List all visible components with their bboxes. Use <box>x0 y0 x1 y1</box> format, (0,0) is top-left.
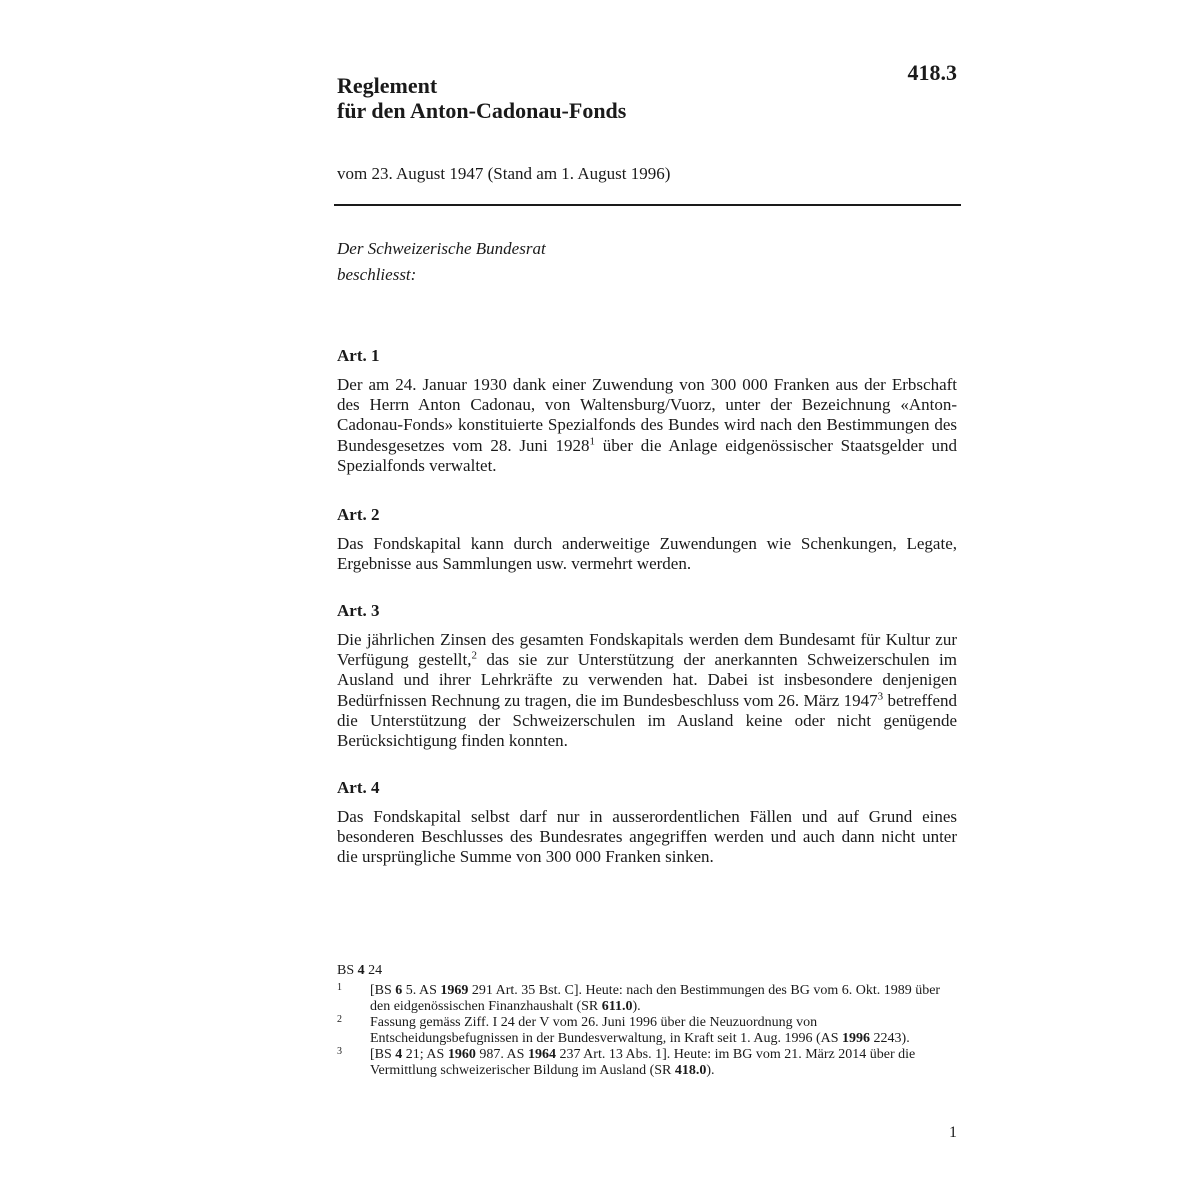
footnote-text: Fassung gemäss Ziff. I 24 der V vom 26. Juni 1996 über die Neuzuordnung von Entscheidungsbefugnissen in der Bundesverwaltung, in Kraft seit 1. Aug. 1996 (AS <box>370 1015 843 1046</box>
page-number: 1 <box>949 1124 957 1141</box>
source-text: BS <box>337 963 358 978</box>
footnote-1 <box>337 983 957 1015</box>
article-4 <box>337 778 957 868</box>
header-divider <box>334 204 961 206</box>
footnote-reference[interactable]: 1 <box>589 434 596 447</box>
article-title: Art. 3 <box>337 601 380 620</box>
footnote-2 <box>337 1015 957 1047</box>
footnote-text: 5. AS <box>402 983 441 998</box>
article-title: Art. 2 <box>337 505 380 524</box>
sr-number: 418.3 <box>907 60 957 85</box>
article-1 <box>337 346 957 476</box>
source-text: 24 <box>364 963 383 978</box>
footnote-reference[interactable]: 2 <box>471 649 477 662</box>
footnote-bold: 1996 <box>842 1031 871 1046</box>
title-line-1: Reglement <box>337 73 438 98</box>
footnote-bold: 1969 <box>440 983 469 998</box>
date-line: vom 23. August 1947 (Stand am 1. August 1996) <box>337 164 671 183</box>
footnote-bold: 418.0 <box>674 1063 707 1078</box>
article-text <box>337 375 957 476</box>
footnote-text: 21; AS <box>402 1047 448 1062</box>
footnote-text: ). <box>632 999 641 1014</box>
article-2 <box>337 505 957 574</box>
footnote-text: 987. AS <box>475 1047 528 1062</box>
footnote-text: 2243). <box>870 1031 910 1046</box>
footnote-text: [BS <box>370 1047 396 1062</box>
footnote-text: ). <box>706 1063 715 1078</box>
article-title: Art. 4 <box>337 778 380 797</box>
article-3 <box>337 601 957 751</box>
article-title: Art. 1 <box>337 346 380 365</box>
document-title <box>337 73 626 123</box>
footnote-text: 237 Art. 13 Abs. 1]. Heute: im BG vom 21. März 2014 über die Vermittlung schweizerischer Bildung im Ausland (SR <box>370 1047 916 1078</box>
article-text-part: Die jährlichen Zinsen des gesamten Fondskapitals werden dem Bundesamt für Kultur zur Verfügung gestellt, <box>337 630 957 670</box>
footnote-number: 1 <box>337 982 342 993</box>
footnote-bold: 611.0 <box>601 999 633 1014</box>
footnote-bold: 4 <box>395 1047 403 1062</box>
footnote-bold: 6 <box>395 983 403 998</box>
footnote-source <box>337 963 957 979</box>
preamble-line-2: beschliesst: <box>337 265 417 284</box>
footnotes <box>337 963 957 1079</box>
footnote-reference[interactable]: 3 <box>877 689 884 702</box>
footnote-text: 291 Art. 35 Bst. C]. Heute: nach den Bestimmungen des BG vom 6. Okt. 1989 über den eidgenössischen Finanzhaushalt (SR <box>370 983 941 1014</box>
footnote-bold: 1964 <box>527 1047 556 1062</box>
footnote-text: [BS <box>370 983 396 998</box>
article-text: Das Fondskapital selbst darf nur in ausserordentlichen Fällen und auf Grund eines besonderen Beschlusses des Bundesrates angegriffen werden und auch dann nicht unter die ursprüngliche Summe von 300 000 Franken sinken. <box>337 807 957 867</box>
footnote-3 <box>337 1047 957 1079</box>
source-volume: 4 <box>357 963 365 978</box>
article-text: Das Fondskapital kann durch anderweitige Zuwendungen wie Schenkungen, Legate, Ergebnisse aus Sammlungen usw. vermehrt werden. <box>337 534 957 574</box>
title-line-2: für den Anton-Cadonau-Fonds <box>337 98 627 123</box>
preamble <box>337 236 546 288</box>
article-text-part: betreffend die Unterstützung der Schweizerschulen im Ausland keine oder nicht genügende Berücksichtigung finden konnten. <box>337 690 957 751</box>
article-text <box>337 630 957 751</box>
article-text-part: Der am 24. Januar 1930 dank einer Zuwendung von 300 000 Franken aus der Erbschaft des Herrn Anton Cadonau, von Waltensburg/Vuorz, unter der Bezeichnung «Anton-Cadonau-Fonds» konstituierte Spezialfonds des Bundes wird nach den Bestimmungen des Bundesgesetzes vom 28. Juni 1928 <box>337 375 957 455</box>
article-text-part: das sie zur Unterstützung der anerkannten Schweizerschulen im Ausland und ihrer Lehrkräfte zu verwenden hat. Dabei ist insbesondere denjenigen Bedürfnissen Rechnung zu tragen, die im Bundesbeschluss vom 26. März 1947 <box>337 650 957 710</box>
preamble-line-1: Der Schweizerische Bundesrat <box>337 239 546 258</box>
footnote-bold: 1960 <box>447 1047 476 1062</box>
article-text-part: über die Anlage eidgenössischer Staatsgelder und Spezialfonds verwaltet. <box>337 435 957 475</box>
footnote-number: 3 <box>337 1046 342 1057</box>
footnote-number: 2 <box>337 1014 342 1025</box>
